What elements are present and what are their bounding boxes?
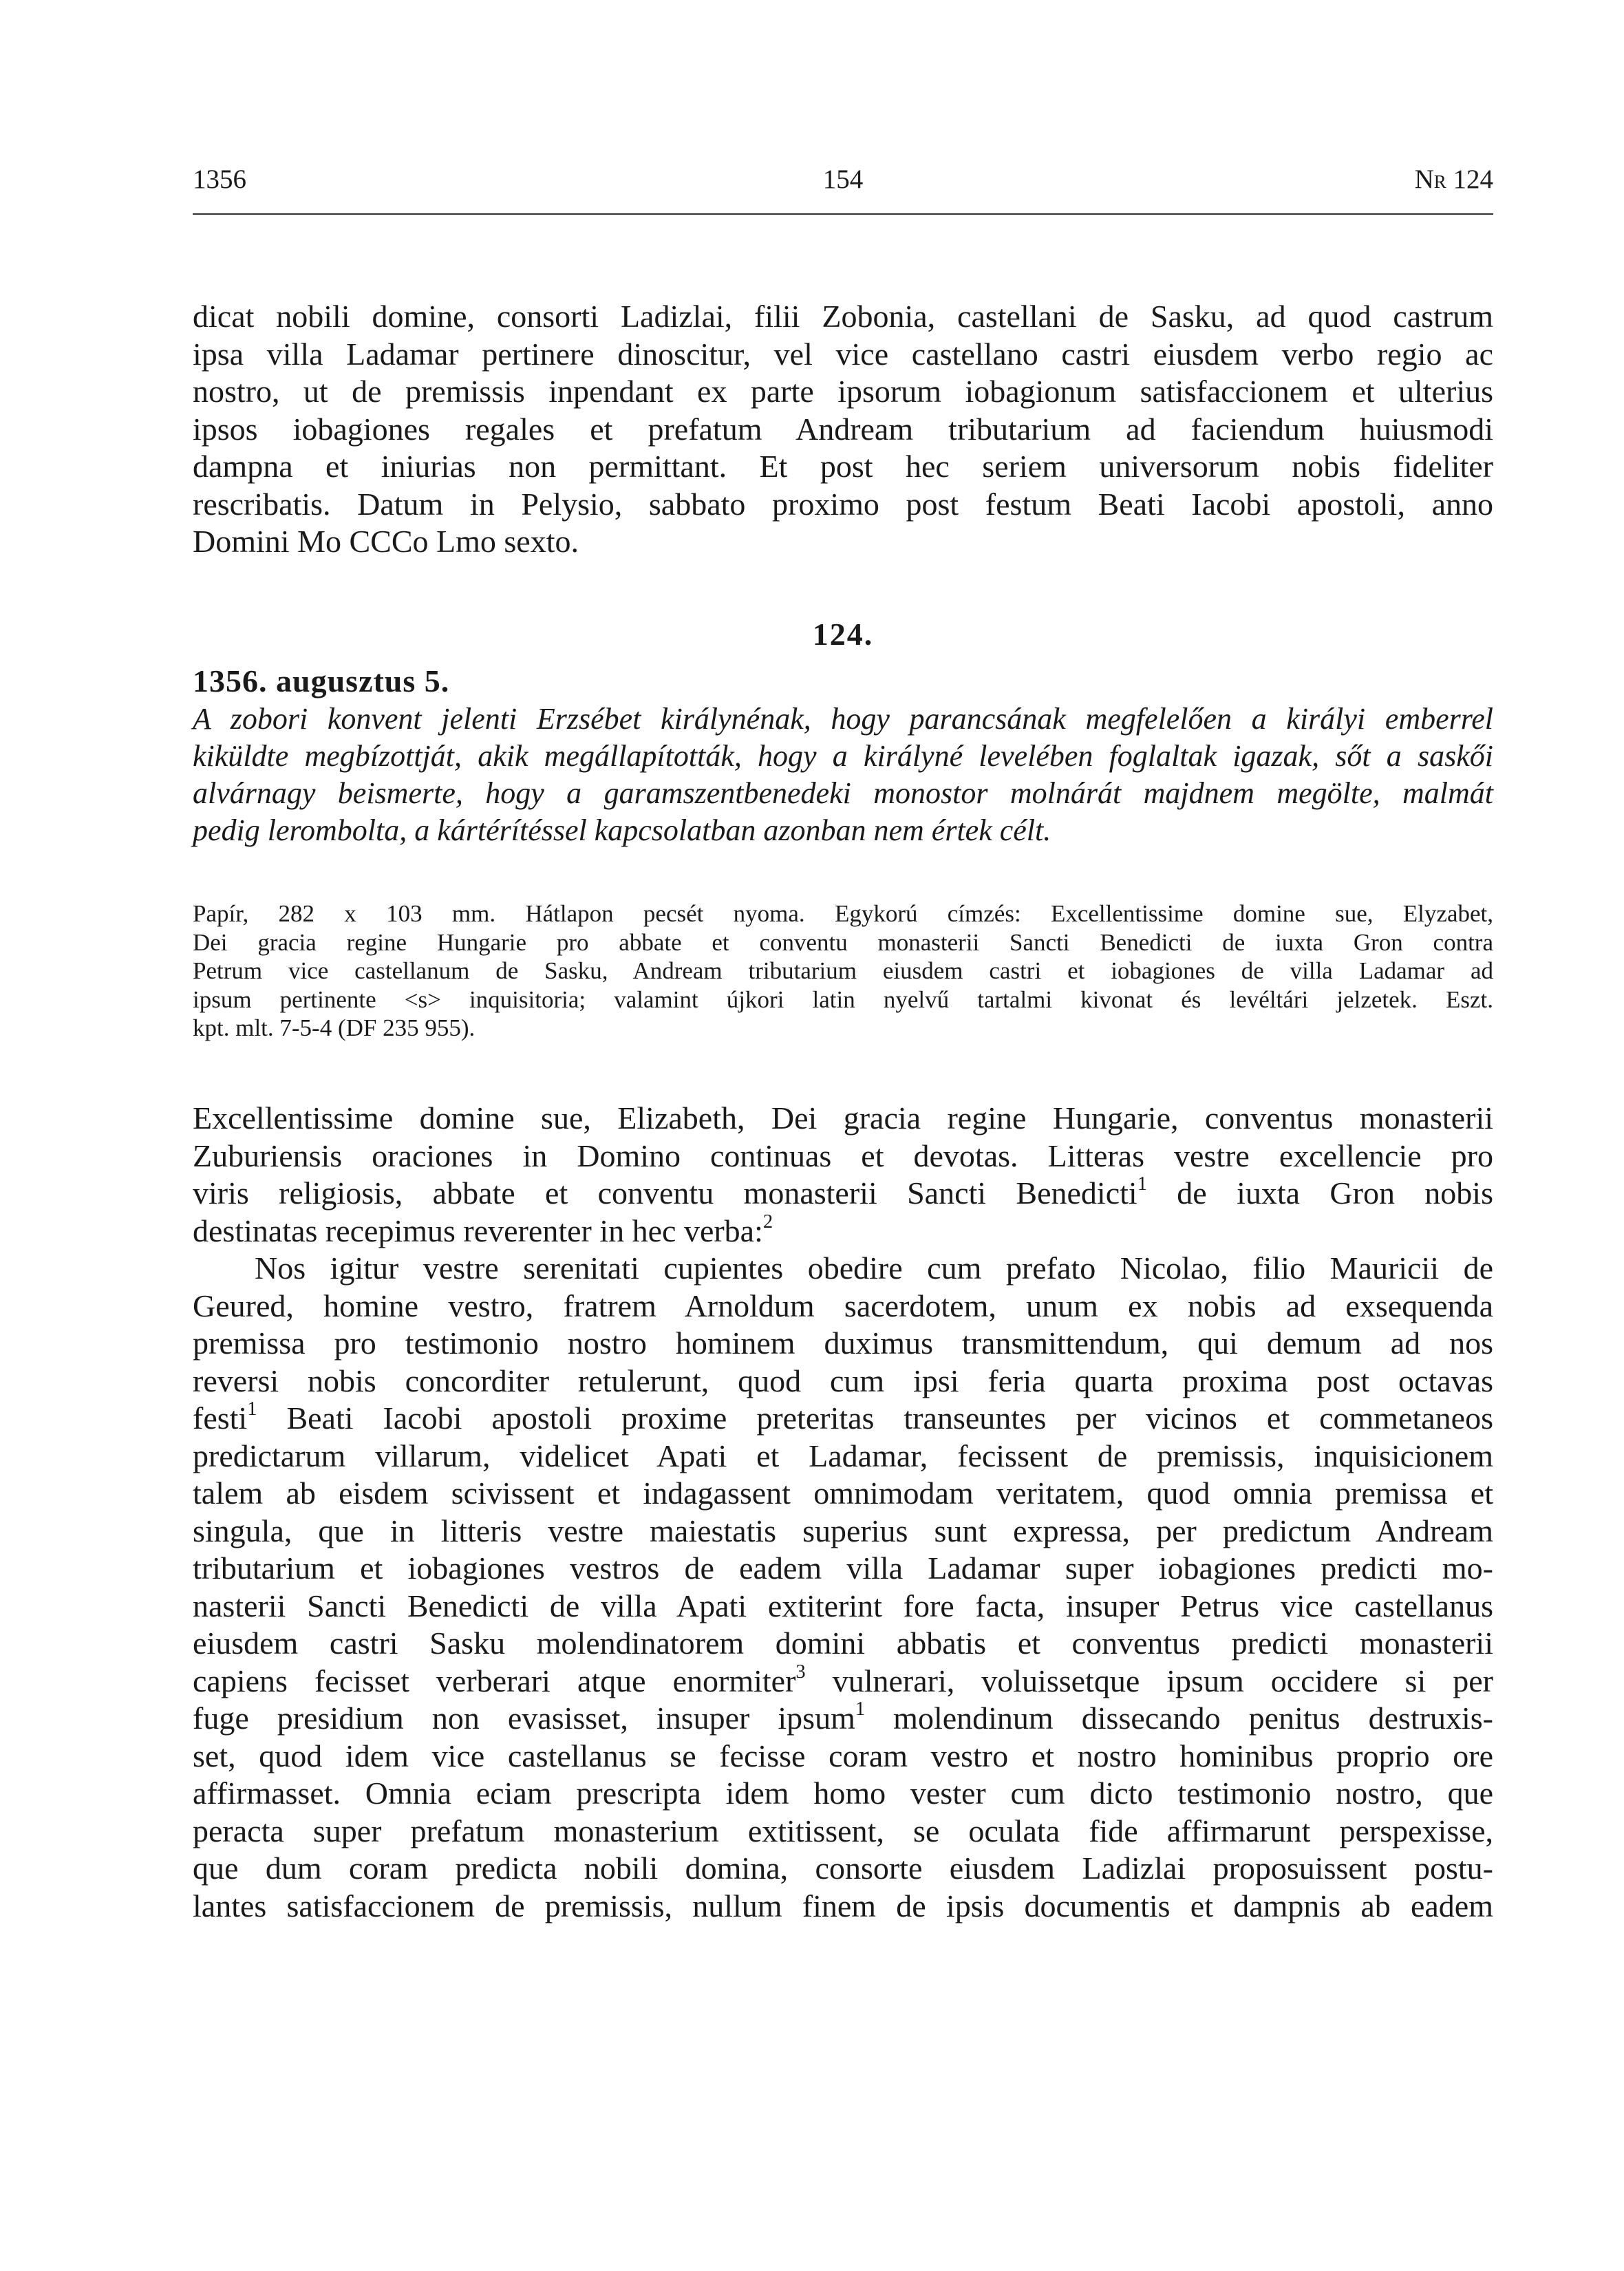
regest-line: pedig lerombolta, a kártérítéssel kapcsolatban azonban nem értek célt. bbox=[193, 813, 1051, 847]
text-span: viris religiosis, abbate et conventu monasterii Sancti Benedicti bbox=[193, 1175, 1137, 1211]
text-span: molendinum dissecando penitus destruxis- bbox=[865, 1700, 1493, 1736]
text-line: nostro, ut de premissis inpendant ex parte ipsorum iobagionum satisfaccionem et ulterius bbox=[193, 374, 1493, 409]
text-line: nasterii Sancti Benedicti de villa Apati extiterint fore facta, insuper Petrus vice castellanus bbox=[193, 1588, 1493, 1623]
text-line: predictarum villarum, videlicet Apati et Ladamar, fecissent de premissis, inquisicionem bbox=[193, 1438, 1493, 1473]
text-line: dampna et iniurias non permittant. Et post hec seriem universorum nobis fideliter bbox=[193, 449, 1493, 484]
text-line: lantes satisfaccionem de premissis, nullum finem de ipsis documentis et dampnis ab eadem bbox=[193, 1888, 1493, 1923]
text-line bbox=[193, 1400, 1493, 1438]
apparatus-line: kpt. mlt. 7-5-4 (DF 235 955). bbox=[193, 1014, 476, 1041]
text-paragraph-2 bbox=[193, 1250, 1493, 1925]
text-line: rescribatis. Datum in Pelysio, sabbato proximo post festum Beati Iacobi apostoli, anno bbox=[193, 486, 1493, 522]
text-span: destinatas recepimus reverenter in hec verba: bbox=[193, 1213, 763, 1248]
text-line: talem ab eisdem scivissent et indagassent omnimodam veritatem, quod omnia premissa et bbox=[193, 1475, 1493, 1511]
continuation-text bbox=[193, 298, 1493, 561]
regest-line: kiküldte megbízottját, akik megállapították, hogy a királyné levelében foglaltak igazak, sőt a saskői bbox=[193, 739, 1493, 773]
text-line: Zuburiensis oraciones in Domino continuas et devotas. Litteras vestre excellencie pro bbox=[193, 1138, 1493, 1173]
apparatus-line: ipsum pertinente <s> inquisitoria; valamint újkori latin nyelvű tartalmi kivonat és levéltári jelzetek. Eszt. bbox=[193, 985, 1493, 1013]
text-line: set, quod idem vice castellanus se fecisse coram vestro et nostro hominibus proprio ore bbox=[193, 1738, 1493, 1773]
header-rule bbox=[193, 213, 1493, 215]
page-number: 154 bbox=[822, 164, 864, 194]
text-span: fuge presidium non evasisset, insuper ipsum bbox=[193, 1700, 855, 1736]
footnote-marker: 2 bbox=[762, 1211, 773, 1233]
text-line bbox=[193, 1175, 1493, 1213]
text-line: tributarium et iobagiones vestros de eadem villa Ladamar super iobagiones predicti mo- bbox=[193, 1550, 1493, 1586]
text-paragraph-1 bbox=[193, 1100, 1493, 1250]
text-line: premissa pro testimonio nostro hominem duximus transmittendum, qui demum ad nos bbox=[193, 1325, 1493, 1361]
apparatus bbox=[193, 899, 1493, 1043]
text-line: ipsa villa Ladamar pertinere dinoscitur, vel vice castellano castri eiusdem verbo regio ac bbox=[193, 336, 1493, 372]
text-line bbox=[193, 1700, 1493, 1738]
text-line: eiusdem castri Sasku molendinatorem domini abbatis et conventus predicti monasterii bbox=[193, 1625, 1493, 1661]
regest-line: A zobori konvent jelenti Erzsébet királynénak, hogy parancsának megfelelően a királyi emberrel bbox=[193, 702, 1493, 736]
running-head bbox=[193, 164, 1493, 195]
text-line: affirmasset. Omnia eciam prescripta idem homo vester cum dicto testimonio nostro, que bbox=[193, 1776, 1493, 1811]
text-line: Domini Mo CCCo Lmo sexto. bbox=[193, 524, 579, 559]
apparatus-line: Petrum vice castellanum de Sasku, Andream tributarium eiusdem castri et iobagiones de villa Ladamar ad bbox=[193, 957, 1493, 984]
text-line: que dum coram predicta nobili domina, consorte eiusdem Ladizlai proposuissent postu- bbox=[193, 1851, 1493, 1886]
text-line bbox=[193, 1663, 1493, 1700]
header-year: 1356 bbox=[193, 164, 246, 194]
text-line bbox=[193, 1213, 1493, 1250]
apparatus-line: Dei gracia regine Hungarie pro abbate et conventu monasterii Sancti Benedicti de iuxta Gron contra bbox=[193, 928, 1493, 956]
text-span: capiens fecisset verberari atque enormiter bbox=[193, 1663, 796, 1698]
text-span: vulnerari, voluissetque ipsum occidere si per bbox=[805, 1663, 1494, 1698]
document-number: 124. bbox=[812, 617, 874, 652]
footnote-marker: 3 bbox=[795, 1661, 806, 1683]
regest bbox=[193, 701, 1493, 849]
text-line: singula, que in litteris vestre maiestatis superius sunt expressa, per predictum Andream bbox=[193, 1513, 1493, 1548]
text-line: Excellentissime domine sue, Elizabeth, Dei gracia regine Hungarie, conventus monasterii bbox=[193, 1100, 1493, 1136]
regest-line: alvárnagy beismerte, hogy a garamszentbenedeki monostor molnárát majdnem megölte, malmát bbox=[193, 776, 1493, 810]
doc-ref: Nr 124 bbox=[1414, 164, 1493, 194]
document-date: 1356. augusztus 5. bbox=[193, 663, 450, 699]
footnote-marker: 1 bbox=[1137, 1173, 1147, 1195]
text-line: Nos igitur vestre serenitati cupientes obedire cum prefato Nicolao, filio Mauricii de bbox=[255, 1250, 1493, 1286]
text-line: ipsos iobagiones regales et prefatum Andream tributarium ad faciendum huiusmodi bbox=[193, 411, 1493, 447]
text-span: de iuxta Gron nobis bbox=[1146, 1175, 1493, 1211]
text-line: reversi nobis concorditer retulerunt, quod cum ipsi feria quarta proxima post octavas bbox=[193, 1363, 1493, 1398]
text-line: dicat nobili domine, consorti Ladizlai, filii Zobonia, castellani de Sasku, ad quod castrum bbox=[193, 299, 1493, 334]
footnote-marker: 1 bbox=[855, 1698, 866, 1720]
apparatus-line: Papír, 282 x 103 mm. Hátlapon pecsét nyoma. Egykorú címzés: Excellentissime domine sue, Elyzabet, bbox=[193, 900, 1493, 927]
text-span: Beati Iacobi apostoli proxime preteritas transeuntes per vicinos et commetaneos bbox=[257, 1400, 1493, 1436]
footnote-marker: 1 bbox=[247, 1398, 257, 1420]
text-line: peracta super prefatum monasterium extitissent, se oculata fide affirmarunt perspexisse, bbox=[193, 1813, 1493, 1848]
text-span: festi bbox=[193, 1400, 248, 1436]
text-line: Geured, homine vestro, fratrem Arnoldum sacerdotem, unum ex nobis ad exsequenda bbox=[193, 1288, 1493, 1323]
